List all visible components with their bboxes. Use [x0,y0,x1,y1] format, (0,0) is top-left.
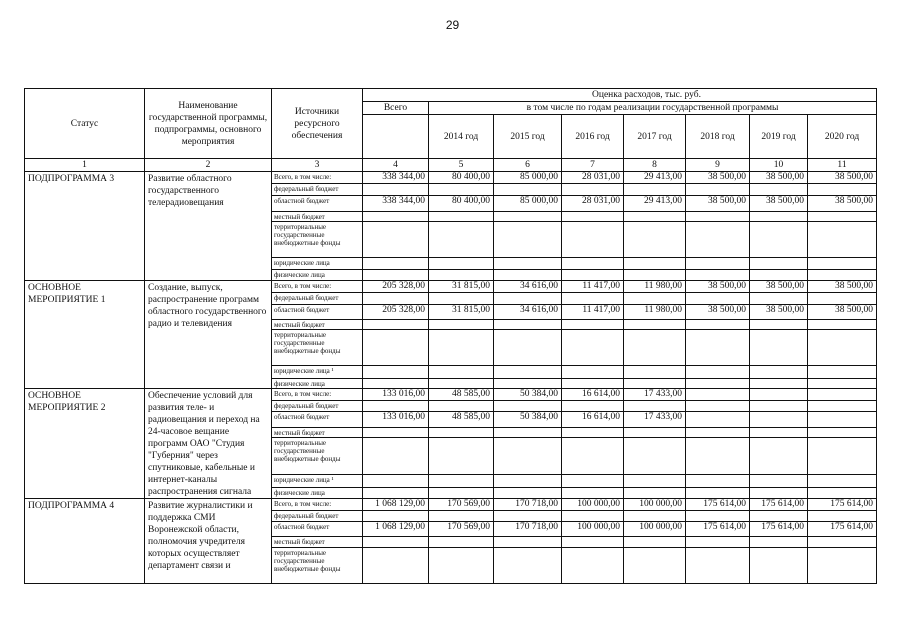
value-cell [750,270,808,281]
value-cell: 338 344,00 [363,196,429,212]
header-total-blank [363,115,429,159]
value-cell: 80 400,00 [429,196,494,212]
page-number: 29 [445,18,460,32]
value-cell: 34 616,00 [494,281,562,293]
value-cell [750,379,808,389]
value-cell [624,222,686,258]
table-row [25,172,877,184]
value-cell [363,330,429,366]
value-cell: 175 614,00 [686,522,750,537]
value-cell [686,427,750,437]
value-cell: 170 569,00 [429,499,494,511]
value-cell: 38 500,00 [808,196,877,212]
value-cell [808,412,877,427]
source-label: физические лица [272,487,363,498]
value-cell [562,212,624,222]
value-cell [808,389,877,401]
column-number: 9 [686,159,750,172]
value-cell [429,537,494,548]
value-cell [624,401,686,412]
value-cell [429,366,494,379]
value-cell: 133 016,00 [363,412,429,427]
value-cell [363,366,429,379]
column-number: 3 [272,159,363,172]
value-cell [494,258,562,270]
value-cell [363,222,429,258]
value-cell [808,379,877,389]
value-cell [562,427,624,437]
row-name: Создание, выпуск, распространение программ областного государственного радио и телевидения [145,281,272,389]
value-cell [363,184,429,196]
source-label: федеральный бюджет [272,293,363,305]
value-cell [429,401,494,412]
value-cell [808,330,877,366]
header-total: Всего [363,102,429,115]
value-cell: 31 815,00 [429,305,494,320]
header-year: 2018 год [686,115,750,159]
value-cell [494,379,562,389]
value-cell: 50 384,00 [494,389,562,401]
value-cell [363,212,429,222]
value-cell [750,487,808,498]
value-cell [686,389,750,401]
source-label: федеральный бюджет [272,511,363,522]
row-name: Обеспечение условий для развития теле- и радиовещания и переход на 24-часовое вещание программ ОАО "Студия "Губерния" через спутниковые, кабельные и интернет-каналы распространения сигнала [145,389,272,499]
value-cell [624,487,686,498]
value-cell: 100 000,00 [562,522,624,537]
value-cell [429,270,494,281]
value-cell [429,330,494,366]
value-cell [363,320,429,330]
row-status: ОСНОВНОЕ МЕРОПРИЯТИЕ 2 [25,389,145,499]
value-cell: 34 616,00 [494,305,562,320]
value-cell [686,487,750,498]
value-cell [624,379,686,389]
value-cell [562,270,624,281]
row-status: ПОДПРОГРАММА 3 [25,172,145,281]
source-label: федеральный бюджет [272,184,363,196]
value-cell [429,437,494,474]
value-cell [562,293,624,305]
value-cell [686,293,750,305]
value-cell [750,258,808,270]
value-cell [363,487,429,498]
value-cell [624,293,686,305]
value-cell [429,293,494,305]
value-cell [562,437,624,474]
column-number: 10 [750,159,808,172]
value-cell [363,474,429,487]
value-cell [624,427,686,437]
value-cell: 28 031,00 [562,172,624,184]
value-cell: 170 718,00 [494,522,562,537]
value-cell [808,427,877,437]
source-label: юридические лица [272,258,363,270]
column-number: 5 [429,159,494,172]
column-number: 8 [624,159,686,172]
value-cell [624,212,686,222]
value-cell: 170 718,00 [494,499,562,511]
column-number: 11 [808,159,877,172]
value-cell [808,366,877,379]
value-cell [808,537,877,548]
header-by-years: в том числе по годам реализации государственной программы [429,102,877,115]
value-cell [494,511,562,522]
value-cell [494,320,562,330]
value-cell [429,427,494,437]
value-cell: 100 000,00 [624,499,686,511]
value-cell [494,330,562,366]
value-cell [624,537,686,548]
value-cell [686,184,750,196]
value-cell: 100 000,00 [562,499,624,511]
value-cell: 175 614,00 [808,522,877,537]
value-cell [363,537,429,548]
value-cell [562,379,624,389]
value-cell [686,270,750,281]
source-label: областной бюджет [272,196,363,212]
source-label: физические лица [272,270,363,281]
column-number: 1 [25,159,145,172]
value-cell: 80 400,00 [429,172,494,184]
value-cell [808,487,877,498]
value-cell: 38 500,00 [808,172,877,184]
value-cell: 38 500,00 [686,281,750,293]
header-year: 2020 год [808,115,877,159]
value-cell [808,258,877,270]
value-cell [750,401,808,412]
value-cell [494,222,562,258]
value-cell: 175 614,00 [686,499,750,511]
value-cell [363,379,429,389]
value-cell [562,511,624,522]
value-cell [808,293,877,305]
value-cell [494,366,562,379]
value-cell [750,537,808,548]
value-cell [429,222,494,258]
value-cell [750,474,808,487]
value-cell: 38 500,00 [686,305,750,320]
value-cell [494,437,562,474]
table-row [25,389,877,401]
value-cell [750,412,808,427]
value-cell [750,548,808,584]
header-year: 2017 год [624,115,686,159]
value-cell [562,537,624,548]
source-label: физические лица [272,379,363,389]
value-cell [808,270,877,281]
value-cell: 17 433,00 [624,389,686,401]
row-status: ОСНОВНОЕ МЕРОПРИЯТИЕ 1 [25,281,145,389]
value-cell [494,474,562,487]
header-year: 2019 год [750,115,808,159]
row-status: ПОДПРОГРАММА 4 [25,499,145,584]
value-cell [494,401,562,412]
value-cell [624,184,686,196]
value-cell: 38 500,00 [750,172,808,184]
header-year: 2015 год [494,115,562,159]
value-cell [624,270,686,281]
value-cell [750,184,808,196]
value-cell [562,184,624,196]
value-cell [686,548,750,584]
value-cell [562,320,624,330]
value-cell: 1 068 129,00 [363,499,429,511]
value-cell: 16 614,00 [562,412,624,427]
value-cell: 38 500,00 [686,196,750,212]
value-cell [494,212,562,222]
source-label: юридические лица ¹ [272,366,363,379]
source-label: территориальные государственные внебюджетные фонды [272,548,363,584]
value-cell: 11 980,00 [624,281,686,293]
value-cell [363,427,429,437]
source-label: местный бюджет [272,537,363,548]
value-cell [750,366,808,379]
source-label: территориальные государственные внебюджетные фонды [272,330,363,366]
value-cell [750,437,808,474]
value-cell: 1 068 129,00 [363,522,429,537]
header-year: 2016 год [562,115,624,159]
source-label: федеральный бюджет [272,401,363,412]
value-cell [429,379,494,389]
value-cell [750,212,808,222]
value-cell [808,548,877,584]
value-cell [494,537,562,548]
value-cell [494,427,562,437]
header-name: Наименование государственной программы, подпрограммы, основного мероприятия [145,89,272,159]
row-name: Развитие областного государственного телерадиовещания [145,172,272,281]
value-cell [429,474,494,487]
source-label: территориальные государственные внебюджетные фонды [272,222,363,258]
value-cell: 170 569,00 [429,522,494,537]
budget-table [24,88,877,584]
value-cell [562,548,624,584]
header-year: 2014 год [429,115,494,159]
column-number: 7 [562,159,624,172]
value-cell [494,184,562,196]
value-cell [750,389,808,401]
value-cell: 100 000,00 [624,522,686,537]
source-label: областной бюджет [272,305,363,320]
source-label: территориальные государственные внебюджетные фонды [272,437,363,474]
value-cell [494,293,562,305]
value-cell: 29 413,00 [624,172,686,184]
value-cell: 48 585,00 [429,412,494,427]
value-cell [624,511,686,522]
value-cell [429,320,494,330]
value-cell [750,330,808,366]
value-cell: 205 328,00 [363,305,429,320]
value-cell: 17 433,00 [624,412,686,427]
value-cell [562,487,624,498]
value-cell [494,548,562,584]
value-cell [750,511,808,522]
value-cell [750,293,808,305]
value-cell [562,222,624,258]
header-sources: Источники ресурсного обеспечения [272,89,363,159]
value-cell [624,258,686,270]
value-cell [624,437,686,474]
value-cell: 133 016,00 [363,389,429,401]
value-cell [363,548,429,584]
value-cell [624,474,686,487]
value-cell [686,212,750,222]
value-cell [750,427,808,437]
value-cell [429,258,494,270]
row-name: Развитие журналистики и поддержка СМИ Воронежской области, полномочия учредителя которых осуществляет департамент связи и [145,499,272,584]
value-cell [429,548,494,584]
column-number: 4 [363,159,429,172]
value-cell [808,320,877,330]
source-label: областной бюджет [272,412,363,427]
value-cell [686,537,750,548]
source-label: Всего, в том числе: [272,172,363,184]
value-cell [624,366,686,379]
value-cell [808,474,877,487]
value-cell [562,258,624,270]
value-cell: 38 500,00 [750,196,808,212]
source-label: местный бюджет [272,212,363,222]
value-cell: 31 815,00 [429,281,494,293]
value-cell [808,184,877,196]
value-cell: 38 500,00 [686,172,750,184]
value-cell [562,330,624,366]
value-cell [686,222,750,258]
value-cell: 28 031,00 [562,196,624,212]
value-cell [429,184,494,196]
value-cell: 50 384,00 [494,412,562,427]
table-row [25,499,877,511]
column-number: 6 [494,159,562,172]
value-cell: 16 614,00 [562,389,624,401]
value-cell: 48 585,00 [429,389,494,401]
value-cell [363,293,429,305]
value-cell [686,401,750,412]
value-cell: 175 614,00 [750,522,808,537]
value-cell: 11 417,00 [562,305,624,320]
value-cell [686,379,750,389]
value-cell [808,511,877,522]
value-cell [429,212,494,222]
source-label: Всего, в том числе: [272,389,363,401]
value-cell [429,487,494,498]
value-cell [562,474,624,487]
value-cell: 85 000,00 [494,196,562,212]
value-cell [686,330,750,366]
value-cell [750,222,808,258]
source-label: юридические лица ¹ [272,474,363,487]
header-status: Статус [25,89,145,159]
value-cell: 338 344,00 [363,172,429,184]
value-cell: 205 328,00 [363,281,429,293]
source-label: местный бюджет [272,320,363,330]
column-number: 2 [145,159,272,172]
value-cell [808,212,877,222]
value-cell [686,437,750,474]
value-cell [363,258,429,270]
value-cell [686,412,750,427]
value-cell [686,320,750,330]
value-cell [624,548,686,584]
value-cell [363,401,429,412]
value-cell [686,474,750,487]
value-cell [429,511,494,522]
value-cell: 29 413,00 [624,196,686,212]
source-label: местный бюджет [272,427,363,437]
value-cell: 175 614,00 [808,499,877,511]
value-cell [686,366,750,379]
value-cell: 38 500,00 [750,305,808,320]
value-cell [808,437,877,474]
value-cell [494,270,562,281]
value-cell: 38 500,00 [750,281,808,293]
table-row [25,281,877,293]
value-cell [686,511,750,522]
source-label: Всего, в том числе: [272,281,363,293]
header-estimate: Оценка расходов, тыс. руб. [363,89,877,102]
value-cell [562,401,624,412]
value-cell [494,487,562,498]
value-cell: 11 417,00 [562,281,624,293]
value-cell [624,320,686,330]
value-cell [562,366,624,379]
value-cell [808,222,877,258]
value-cell [363,270,429,281]
value-cell [808,401,877,412]
value-cell: 38 500,00 [808,305,877,320]
value-cell: 175 614,00 [750,499,808,511]
value-cell [624,330,686,366]
value-cell: 85 000,00 [494,172,562,184]
value-cell [750,320,808,330]
value-cell [363,437,429,474]
value-cell [686,258,750,270]
value-cell: 11 980,00 [624,305,686,320]
source-label: областной бюджет [272,522,363,537]
value-cell [363,511,429,522]
source-label: Всего, в том числе: [272,499,363,511]
value-cell: 38 500,00 [808,281,877,293]
